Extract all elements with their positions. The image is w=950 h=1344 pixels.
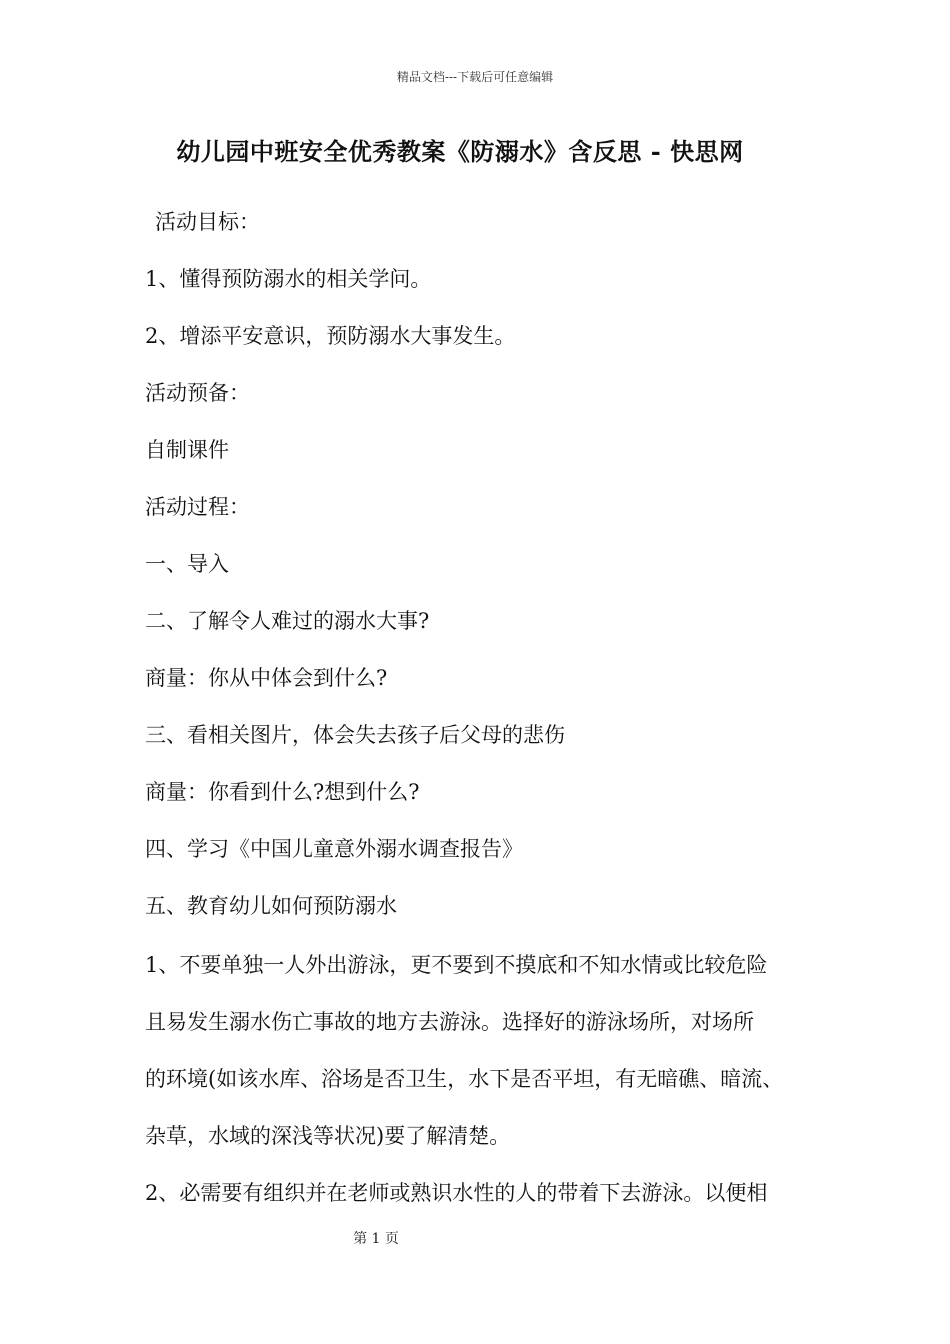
section-heading-objectives: 活动目标： [155,210,260,234]
section-heading-preparation: 活动预备： [145,381,250,405]
paragraph-line: 自制课件 [145,438,229,462]
paragraph-line: 且易发生溺水伤亡事故的地方去游泳。选择好的游泳场所，对场所 [145,1010,754,1034]
paragraph-line: 2、增添平安意识，预防溺水大事发生。 [145,324,516,348]
paragraph-line: 商量：你看到什么?想到什么? [145,780,420,804]
paragraph-line: 杂草，水域的深浅等状况)要了解清楚。 [145,1124,511,1148]
paragraph-line: 的环境(如该水库、浴场是否卫生，水下是否平坦，有无暗礁、暗流、 [145,1067,784,1091]
paragraph-line: 二、了解令人难过的溺水大事? [145,609,430,633]
section-heading-process: 活动过程： [145,495,250,519]
paragraph-line: 五、教育幼儿如何预防溺水 [145,894,397,918]
paragraph-line: 1、懂得预防溺水的相关学问。 [145,267,432,291]
paragraph-line: 1、不要单独一人外出游泳，更不要到不摸底和不知水情或比较危险 [145,953,768,977]
paragraph-line: 2、必需要有组织并在老师或熟识水性的人的带着下去游泳。以便相 [145,1181,768,1205]
paragraph-line: 一、导入 [145,552,229,576]
page-number: 第 1 页 [353,1231,399,1247]
paragraph-line: 商量：你从中体会到什么? [145,666,388,690]
document-title: 幼儿园中班安全优秀教案《防溺水》含反思 - 快思网 [176,137,744,166]
paragraph-line: 四、学习《中国儿童意外溺水调查报告》 [145,837,523,861]
paragraph-line: 三、看相关图片，体会失去孩子后父母的悲伤 [145,723,565,747]
page-header: 精品文档---下载后可任意编辑 [396,70,554,84]
